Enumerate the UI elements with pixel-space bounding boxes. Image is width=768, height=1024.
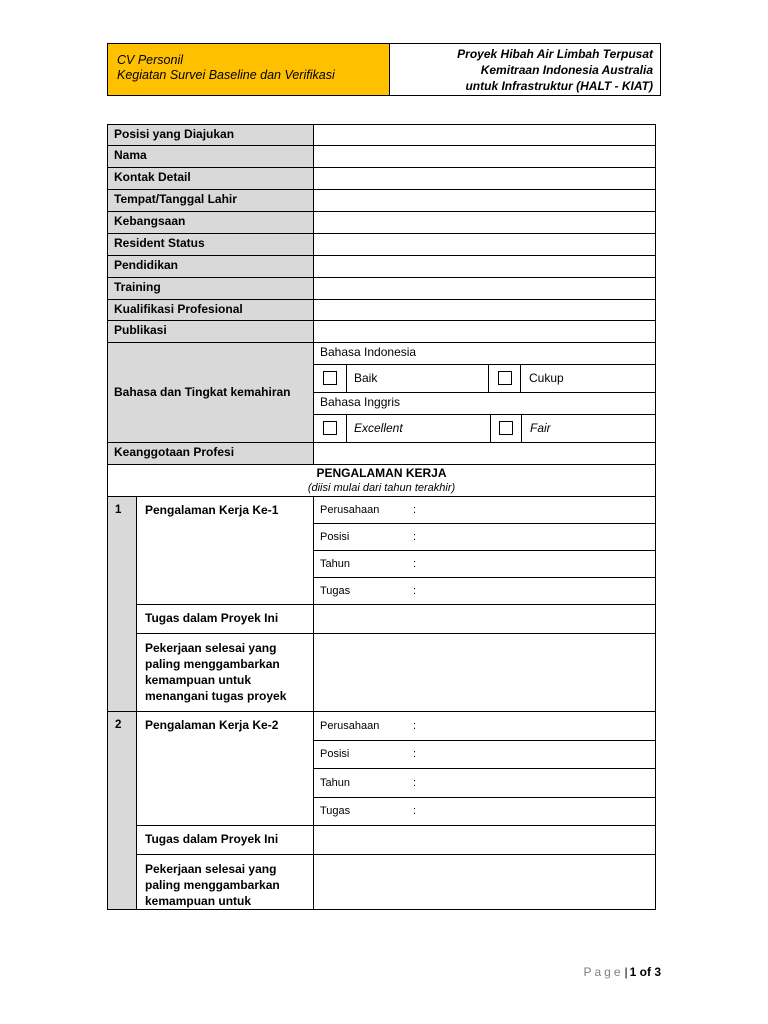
experience-section-header bbox=[107, 464, 656, 497]
language-indonesian-title: Bahasa Indonesia bbox=[313, 342, 656, 365]
experience-1-task-value[interactable] bbox=[313, 604, 656, 634]
experience-1-position-row[interactable]: Posisi : bbox=[313, 523, 656, 551]
document-header bbox=[107, 43, 661, 96]
experience-2-duty-label: Tugas bbox=[320, 805, 351, 817]
experience-2-desc-label: Pekerjaan selesai yang paling menggambarkan kemampuan untuk bbox=[136, 854, 314, 910]
experience-title: PENGALAMAN KERJA bbox=[316, 466, 447, 480]
experience-2-company-label: Perusahaan bbox=[320, 719, 380, 732]
field-value-ttl[interactable] bbox=[313, 189, 656, 212]
language-label: Bahasa dan Tingkat kemahiran bbox=[107, 342, 314, 443]
experience-2-position-row[interactable]: Posisi : bbox=[313, 740, 656, 769]
language-english-title: Bahasa Inggris bbox=[313, 392, 656, 415]
experience-1-desc-value[interactable] bbox=[313, 633, 656, 712]
header-title-block bbox=[108, 44, 390, 95]
experience-2-duty-row[interactable]: Tugas : bbox=[313, 797, 656, 826]
field-label-posisi: Posisi yang Diajukan bbox=[107, 124, 314, 146]
option-id-cukup: Cukup bbox=[520, 364, 656, 393]
page-footer bbox=[560, 964, 661, 980]
project-name-line3: untuk Infrastruktur (HALT - KIAT) bbox=[465, 79, 653, 93]
field-value-kebangsaan[interactable] bbox=[313, 211, 656, 234]
checkbox-cell-id-cukup bbox=[488, 364, 521, 393]
experience-2-year-row[interactable]: Tahun : bbox=[313, 768, 656, 798]
experience-1-company-label: Perusahaan bbox=[320, 503, 380, 516]
checkbox-id-baik[interactable] bbox=[323, 371, 337, 385]
experience-1-task-label: Tugas dalam Proyek Ini bbox=[136, 604, 314, 634]
field-value-publikasi[interactable] bbox=[313, 320, 656, 343]
field-value-keanggotaan[interactable] bbox=[313, 442, 656, 465]
experience-2-year-label: Tahun bbox=[320, 776, 350, 789]
project-name-line1: Proyek Hibah Air Limbah Terpusat bbox=[457, 47, 653, 61]
experience-subtitle: (diisi mulai dari tahun terakhir) bbox=[307, 482, 456, 494]
experience-1-position-label: Posisi bbox=[320, 530, 350, 543]
experience-2-position-label: Posisi bbox=[320, 748, 350, 760]
field-label-resident: Resident Status bbox=[107, 233, 314, 256]
field-label-kualifikasi: Kualifikasi Profesional bbox=[107, 299, 314, 321]
field-value-kualifikasi[interactable] bbox=[313, 299, 656, 321]
field-label-kontak: Kontak Detail bbox=[107, 167, 314, 190]
header-project-block bbox=[390, 44, 660, 95]
field-label-keanggotaan: Keanggotaan Profesi bbox=[107, 442, 314, 465]
field-value-kontak[interactable] bbox=[313, 167, 656, 190]
header-subtitle: Kegiatan Survei Baseline dan Verifikasi bbox=[117, 68, 335, 82]
footer-separator: | bbox=[624, 965, 628, 979]
experience-1-number: 1 bbox=[107, 496, 137, 712]
cv-form-table bbox=[107, 124, 656, 910]
field-value-nama[interactable] bbox=[313, 145, 656, 168]
experience-2-task-value[interactable] bbox=[313, 825, 656, 855]
experience-2-company-row[interactable]: Perusahaan : bbox=[313, 711, 656, 741]
field-value-posisi[interactable] bbox=[313, 124, 656, 146]
checkbox-cell-en-fair bbox=[490, 414, 522, 443]
field-label-nama: Nama bbox=[107, 145, 314, 168]
option-id-baik: Baik bbox=[346, 364, 489, 393]
experience-2-number: 2 bbox=[107, 711, 137, 910]
page-number: 1 of 3 bbox=[629, 965, 661, 979]
checkbox-en-excellent[interactable] bbox=[323, 421, 337, 435]
experience-1-year-row[interactable]: Tahun : bbox=[313, 550, 656, 578]
field-label-publikasi: Publikasi bbox=[107, 320, 314, 343]
checkbox-id-cukup[interactable] bbox=[498, 371, 512, 385]
field-value-resident[interactable] bbox=[313, 233, 656, 256]
experience-2-desc-value[interactable] bbox=[313, 854, 656, 910]
field-value-training[interactable] bbox=[313, 277, 656, 300]
field-label-pendidikan: Pendidikan bbox=[107, 255, 314, 278]
experience-1-desc-label: Pekerjaan selesai yang paling menggambarkan kemampuan untuk menangani tugas proyek bbox=[136, 633, 314, 712]
field-label-kebangsaan: Kebangsaan bbox=[107, 211, 314, 234]
experience-1-year-label: Tahun bbox=[320, 557, 350, 570]
checkbox-cell-en-excellent bbox=[313, 414, 347, 443]
field-label-training: Training bbox=[107, 277, 314, 300]
experience-1-company-row[interactable]: Perusahaan : bbox=[313, 496, 656, 524]
experience-2-task-label: Tugas dalam Proyek Ini bbox=[136, 825, 314, 855]
header-title: CV Personil bbox=[117, 53, 183, 67]
field-label-ttl: Tempat/Tanggal Lahir bbox=[107, 189, 314, 212]
project-name-line2: Kemitraan Indonesia Australia bbox=[480, 63, 653, 77]
option-en-excellent: Excellent bbox=[346, 414, 491, 443]
option-en-fair: Fair bbox=[521, 414, 656, 443]
page-word: Page bbox=[583, 965, 624, 979]
experience-1-duty-label: Tugas bbox=[320, 584, 351, 597]
experience-1-title: Pengalaman Kerja Ke-1 bbox=[136, 496, 314, 605]
experience-1-duty-row[interactable]: Tugas : bbox=[313, 577, 656, 605]
checkbox-en-fair[interactable] bbox=[499, 421, 513, 435]
checkbox-cell-id-baik bbox=[313, 364, 347, 393]
field-value-pendidikan[interactable] bbox=[313, 255, 656, 278]
experience-2-title: Pengalaman Kerja Ke-2 bbox=[136, 711, 314, 826]
